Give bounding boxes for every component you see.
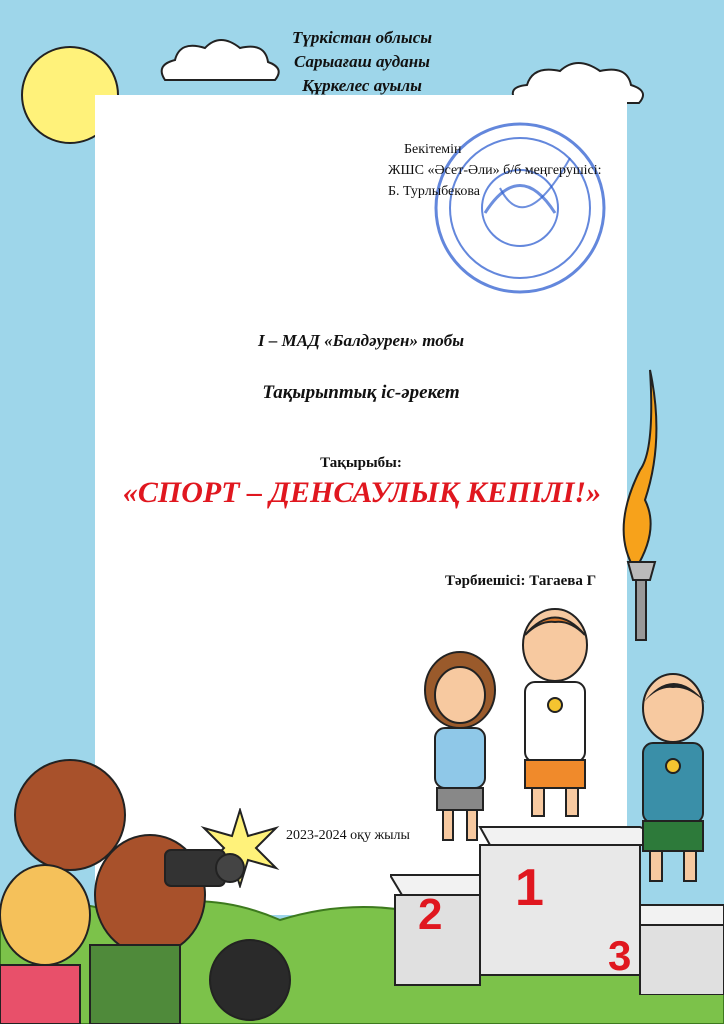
spectator-children [0,755,330,1024]
approver-position: ЖШС «Әсет-Әли» б/б меңгерушісі: [388,163,602,178]
podium-third-number: 3 [608,932,632,979]
district-heading: Сарыағаш ауданы [294,52,430,71]
academic-year: 2023-2024 оқу жылы [286,828,410,843]
activity-type: Тақырыптық іс-әрекет [262,382,460,403]
region-heading: Түркістан облысы [291,28,433,47]
teacher-name: Тәрбиешісі: Тагаева Г [445,573,597,589]
approver-name: Б. Турлыбекова [388,184,480,199]
boy-first-place [490,600,620,830]
boy-third-place [628,668,724,898]
group-name: І – МАД «Балдәурен» тобы [257,331,464,350]
podium-second-number: 2 [418,890,443,939]
topic-title: «СПОРТ – ДЕНСАУЛЫҚ КЕПІЛІ!» [122,476,602,509]
podium-first-number: 1 [515,859,544,917]
topic-label: Тақырыбы: [320,455,402,471]
approved-label: Бекітемін [404,142,462,157]
village-heading: Құркелес ауылы [302,76,422,95]
